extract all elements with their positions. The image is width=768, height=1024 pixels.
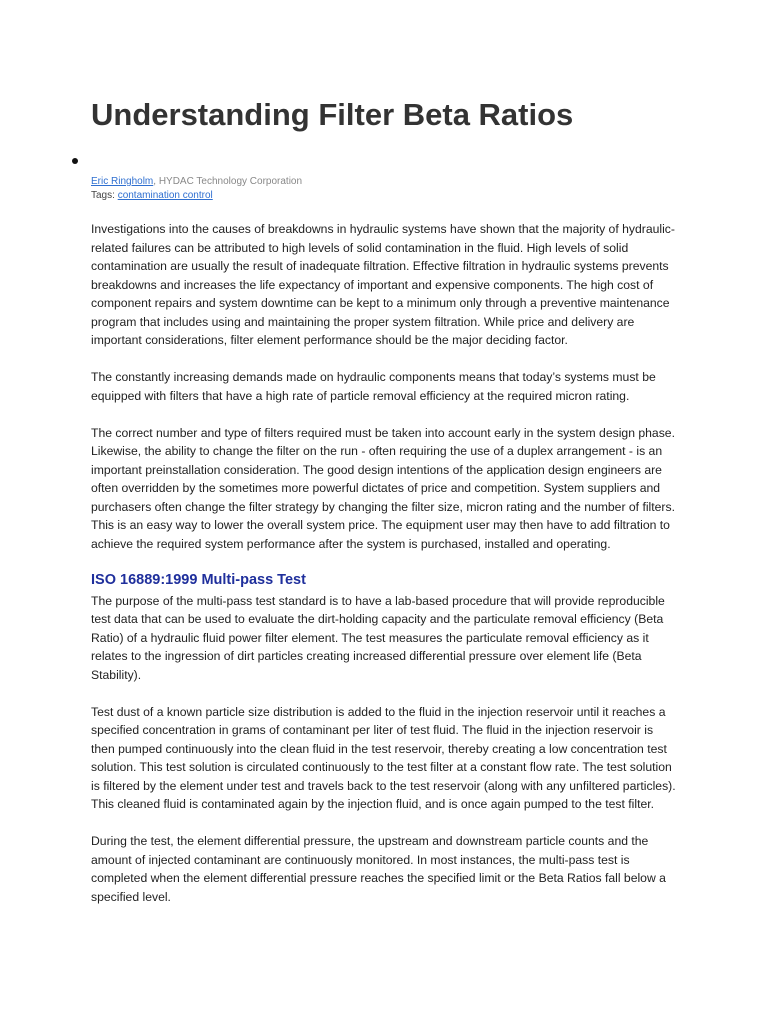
bullet-icon <box>72 158 78 164</box>
paragraph: During the test, the element differential pressure, the upstream and downstream particle counts and the amount of injected contaminant are continuously monitored. In most instances, the multi-pass test is completed when the element differential pressure reaches the specified limit or the Beta Ratios fall below a specified level. <box>91 834 666 904</box>
byline <box>91 175 302 189</box>
paragraph: The constantly increasing demands made on hydraulic components means that today’s systems must be equipped with filters that have a high rate of particle removal efficiency at the required micron rating. <box>91 370 656 403</box>
paragraph: Test dust of a known particle size distribution is added to the fluid in the injection reservoir until it reaches a specified concentration in grams of contaminant per liter of test fluid. The fluid in the injection reservoir is then pumped continuously into the clean fluid in the test reservoir, thereby creating a low concentration test solution. This test solution is circulated continuously to the test filter at a constant flow rate. The test solution is filtered by the element under test and travels back to the test reservoir (along with any unfiltered particles). This cleaned fluid is contaminated again by the injection fluid, and is once again pumped to the test filter. <box>91 704 676 811</box>
tags-label: Tags: <box>91 190 118 201</box>
author-link[interactable]: Eric Ringholm <box>91 176 154 187</box>
paragraph: The correct number and type of filters required must be taken into account early in the system design phase. Likewise, the ability to change the filter on the run - often requiring the use of a duplex arrangement - is an important preinstallation consideration. The good design intentions of the application design engineers are often overridden by the sometimes more powerful dictates of price and competition. System suppliers and purchasers often change the filter strategy by changing the filter size, micron rating and the number of filters. This is an easy way to lower the overall system price. The equipment user may then have to add filtration to achieve the required system performance after the system is purchased, installed and operating. <box>91 425 675 551</box>
page-title: Understanding Filter Beta Ratios <box>91 97 574 132</box>
paragraph: Investigations into the causes of breakdowns in hydraulic systems have shown that the majority of hydraulic-related failures can be attributed to high levels of solid contamination in the fluid. High levels of solid contamination are usually the result of inadequate filtration. Effective filtration in hydraulic systems prevents breakdowns and increases the life expectancy of important and expensive components. The high cost of component repairs and system downtime can be kept to a minimum only through a preventive maintenance program that includes using and maintaining the proper system filtration. While price and delivery are important considerations, filter element performance should be the major deciding factor. <box>91 222 675 347</box>
author-separator: , <box>153 176 159 187</box>
article-body <box>91 220 676 925</box>
tags-row <box>91 189 302 203</box>
paragraph: The purpose of the multi-pass test standard is to have a lab-based procedure that will provide reproducible test data that can be used to evaluate the dirt-holding capacity and the particulate removal efficiency (Beta Ratio) of a hydraulic fluid power filter element. The test measures the particulate removal efficiency as it relates to the ingression of dirt particles creating increased differential pressure over element life (Beta Stability). <box>91 593 665 682</box>
section-heading: ISO 16889:1999 Multi-pass Test <box>91 571 306 588</box>
organization-name: HYDAC Technology Corporation <box>158 176 303 187</box>
tag-link[interactable]: contamination control <box>117 190 213 201</box>
article-meta <box>91 175 302 203</box>
